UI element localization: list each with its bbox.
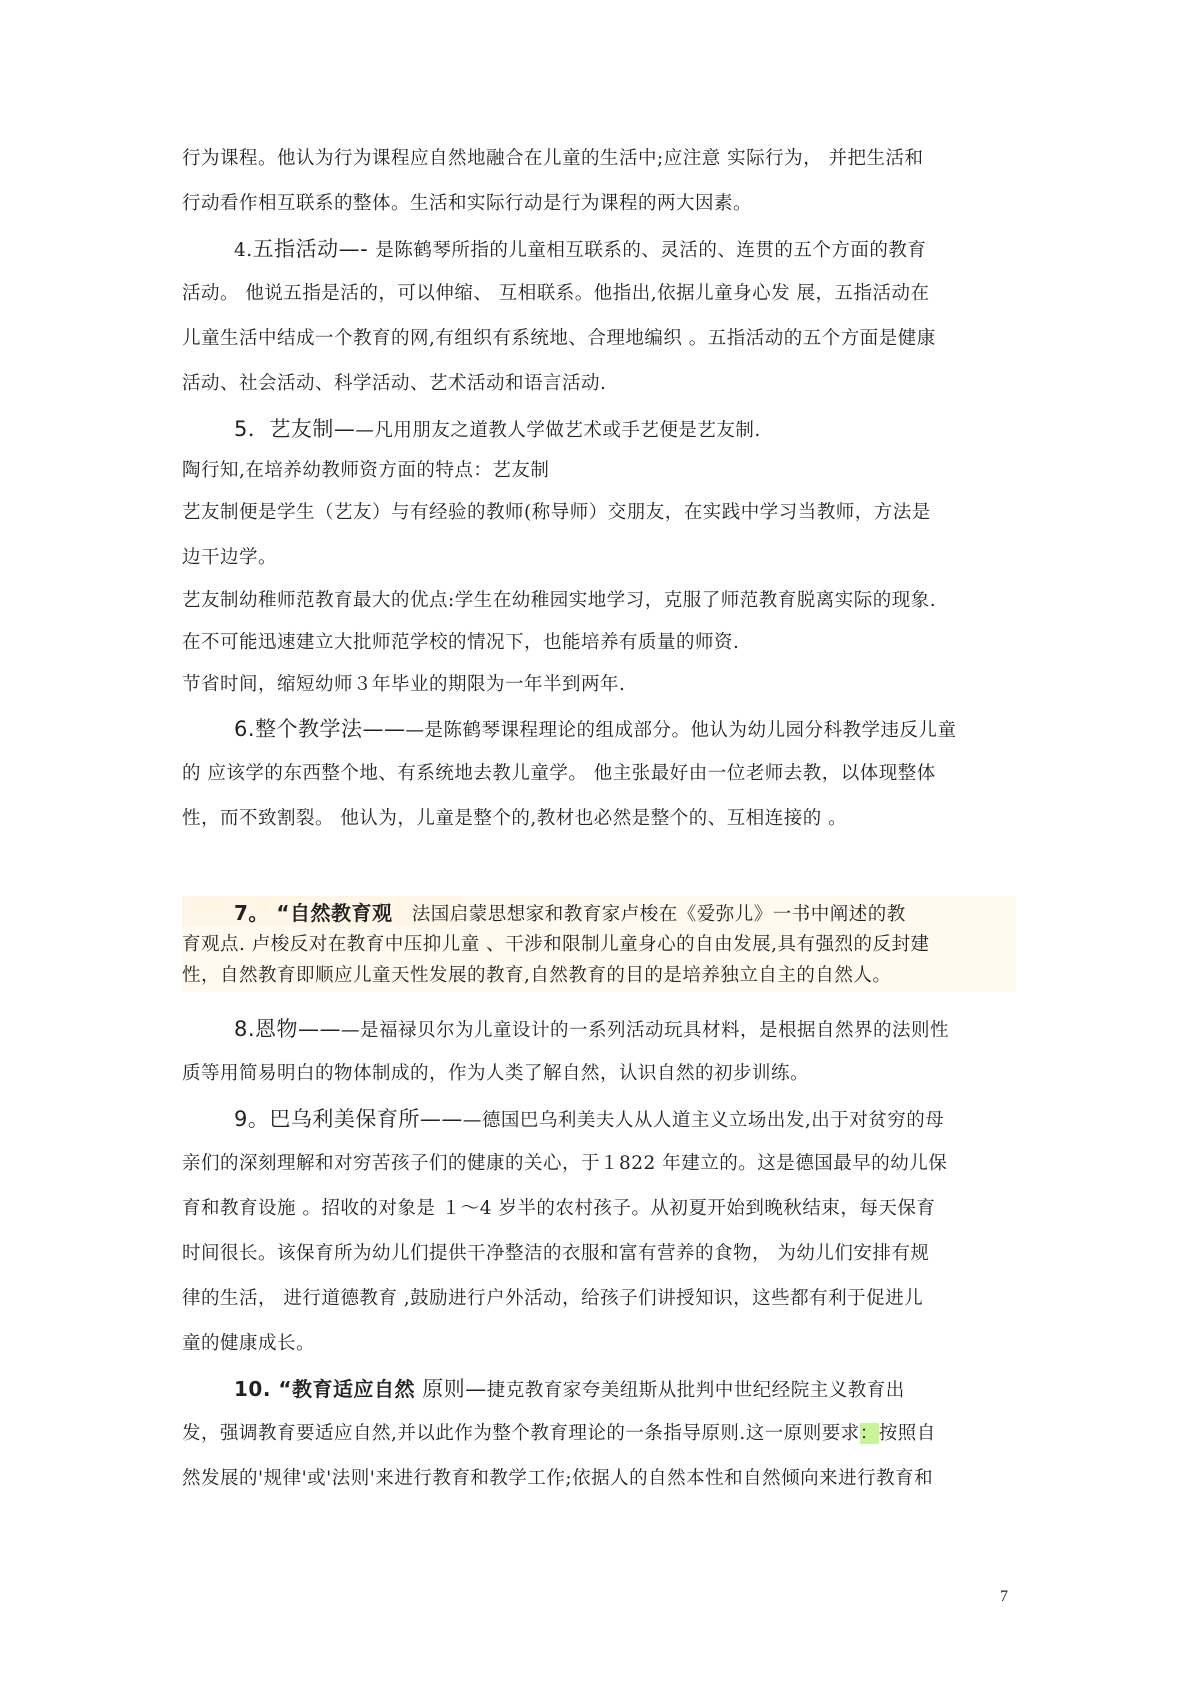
term-title: 5．艺友制— xyxy=(234,417,356,441)
text-line: 艺友制便是学生（艺友）与有经验的教师(称导师）交朋友，在实践中学习当教师，方法是 xyxy=(182,502,931,523)
text-line: 活动、社会活动、科学活动、艺术活动和语言活动. xyxy=(182,373,607,394)
text-line: 童的健康成长。 xyxy=(182,1333,316,1354)
text-segment: 发，强调教育要适应自然,并以此作为整个教育理论的一条指导原则.这一原则要求 xyxy=(182,1423,860,1444)
term-title: 9。巴乌利美保育所—— xyxy=(234,1107,463,1131)
term-definition: —凡用朋友之道教人学做艺术或手艺便是艺友制. xyxy=(355,420,761,441)
term-definition: —是福禄贝尔为儿童设计的一系列活动玩具材料，是根据自然界的法则性 xyxy=(341,1020,950,1041)
text-line: 时间很长。该保育所为幼儿们提供干净整洁的衣服和富有营养的食物， 为幼儿们安排有规 xyxy=(182,1243,930,1264)
page-number: 7 xyxy=(1000,1588,1008,1605)
term-heading-line xyxy=(234,900,1016,928)
text-line: 行动看作相互联系的整体。生活和实际行动是行为课程的两大因素。 xyxy=(182,193,753,214)
term-definition: —是陈鹤琴课程理论的组成部分。他认为幼儿园分科教学违反儿童 xyxy=(405,720,957,741)
text-line: 律的生活， 进行道德教育 ,鼓励进行户外活动，给孩子们讲授知识，这些都有利于促进儿 xyxy=(182,1288,924,1309)
term-heading-line xyxy=(234,716,1016,744)
text-line: 儿童生活中结成一个教育的网,有组织有系统地、合理地编织 。五指活动的五个方面是健康 xyxy=(182,328,936,349)
text-line: 性，而不致割裂。 他认为，儿童是整个的,教材也必然是整个的、互相连接的 。 xyxy=(182,808,848,829)
text-segment: 按照自 xyxy=(878,1423,936,1444)
term-title-suffix: 原则— xyxy=(415,1377,487,1401)
text-line: 边干边学。 xyxy=(182,547,278,568)
term-title: 五指活动—- xyxy=(252,237,376,261)
text-line: 亲们的深刻理解和对穷苦孩子们的健康的关心，于１822 年建立的。这是德国最早的幼儿保 xyxy=(182,1153,948,1174)
text-line: 性，自然教育即顺应儿童天性发展的教育,自然教育的目的是培养独立自主的自然人。 xyxy=(182,965,892,986)
text-line: 育观点. 卢梭反对在教育中压抑儿童 、干涉和限制儿童身心的自由发展,具有强烈的反封建 xyxy=(182,934,930,955)
text-line: 活动。 他说五指是活的，可以伸缩、 互相联系。他指出,依据儿童身心发 展，五指活动在 xyxy=(182,283,930,304)
term-title: 10. “教育适应自然 xyxy=(234,1377,416,1401)
text-line: 然发展的'规律'或'法则'来进行教育和教学工作;依据人的自然本性和自然倾向来进行教育和 xyxy=(182,1468,934,1489)
text-line: 艺友制幼稚师范教育最大的优点:学生在幼稚园实地学习，克服了师范教育脱离实际的现象. xyxy=(182,590,937,611)
term-definition: 捷克教育家夸美纽斯从批判中世纪经院主义教育出 xyxy=(486,1380,905,1401)
text-line xyxy=(182,1421,1016,1447)
highlighted-colon: ： xyxy=(859,1423,879,1444)
text-line: 行为课程。他认为行为课程应自然地融合在儿童的生活中;应注意 实际行为， 并把生活和 xyxy=(182,148,924,169)
term-heading-line xyxy=(234,1016,1016,1044)
term-definition: —德国巴乌利美夫人从人道主义立场出发,出于对贫穷的母 xyxy=(462,1110,945,1131)
text-line: 质等用简易明白的物体制成的，作为人类了解自然，认识自然的初步训练。 xyxy=(182,1063,810,1084)
term-heading-line xyxy=(234,236,1016,264)
term-heading-line xyxy=(234,1376,1016,1404)
term-title: 7。 “自然教育观 xyxy=(234,901,393,925)
term-heading-line xyxy=(234,1106,1016,1134)
term-title: 8.恩物—— xyxy=(234,1017,342,1041)
term-definition: 法国启蒙思想家和教育家卢梭在《爱弥儿》一书中阐述的教 xyxy=(411,904,906,925)
text-line: 育和教育设施 。招收的对象是 １～4 岁半的农村孩子。从初夏开始到晚秋结束，每天保育 xyxy=(182,1198,936,1219)
term-definition: 是陈鹤琴所指的儿童相互联系的、灵活的、连贯的五个方面的教育 xyxy=(375,240,927,261)
text-line: 在不可能迅速建立大批师范学校的情况下，也能培养有质量的师资. xyxy=(182,632,740,653)
term-title: 6.整个教学法—— xyxy=(234,717,406,741)
text-line: 的 应该学的东西整个地、有系统地去教儿童学。 他主张最好由一位老师去教，以体现整体 xyxy=(182,763,936,784)
term-number: 4. xyxy=(234,240,253,261)
text-line: 陶行知,在培养幼教师资方面的特点：艺友制 xyxy=(182,460,550,481)
term-heading-line xyxy=(234,416,1016,444)
text-line: 节省时间，缩短幼师３年毕业的期限为一年半到两年. xyxy=(182,674,626,695)
